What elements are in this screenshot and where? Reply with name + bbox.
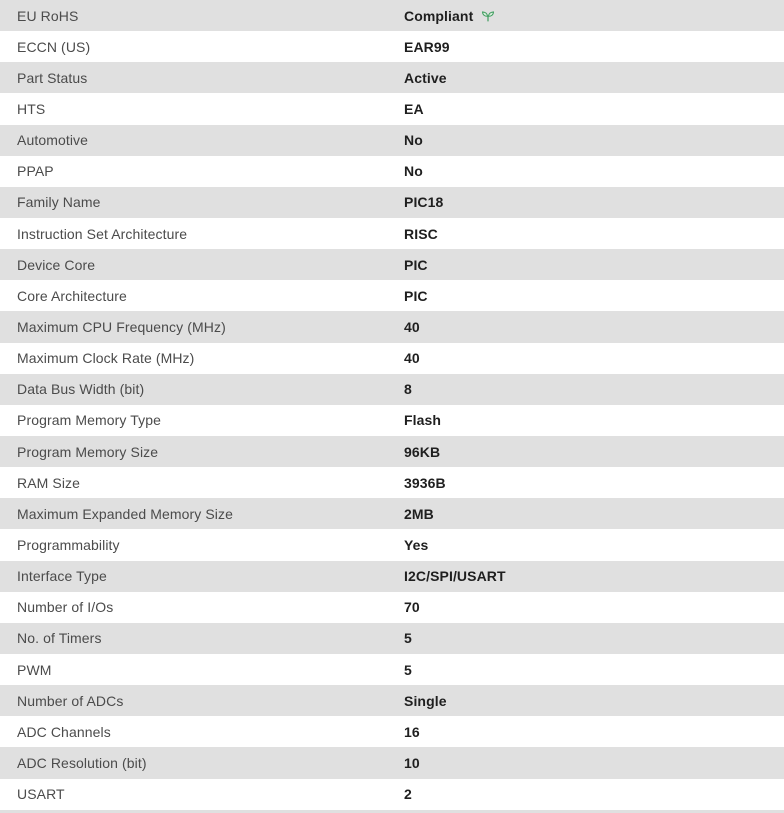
spec-value: [404, 39, 784, 55]
spec-value-text: No: [404, 132, 423, 149]
spec-value-text: PIC: [404, 287, 428, 304]
spec-value: [404, 444, 784, 460]
spec-value: [404, 537, 784, 553]
spec-label: Maximum Expanded Memory Size: [17, 505, 233, 522]
spec-value-text: Compliant: [404, 7, 474, 24]
table-row: [0, 716, 784, 747]
spec-value-text: PIC18: [404, 194, 444, 211]
spec-value-text: PIC: [404, 256, 428, 273]
table-row: [0, 436, 784, 467]
partial-next-row: [0, 810, 784, 813]
spec-value-text: 8: [404, 381, 412, 398]
spec-value-text: 70: [404, 599, 420, 616]
spec-value: [404, 8, 784, 24]
spec-value: [404, 70, 784, 86]
table-row: [0, 311, 784, 342]
spec-label: ADC Resolution (bit): [17, 754, 147, 771]
table-row: [0, 747, 784, 778]
table-row: [0, 561, 784, 592]
spec-value: [404, 693, 784, 709]
spec-value-text: 96KB: [404, 443, 441, 460]
table-row: [0, 249, 784, 280]
spec-value-text: 16: [404, 723, 420, 740]
spec-label: Program Memory Size: [17, 443, 159, 460]
spec-value: [404, 101, 784, 117]
spec-value-text: Single: [404, 692, 447, 709]
table-row: [0, 0, 784, 31]
table-row: [0, 374, 784, 405]
table-row: [0, 654, 784, 685]
spec-value-text: 5: [404, 630, 412, 647]
spec-value-text: Flash: [404, 412, 442, 429]
spec-label: Automotive: [17, 132, 89, 149]
spec-label: HTS: [17, 100, 46, 117]
spec-label: ECCN (US): [17, 38, 91, 55]
table-row: [0, 31, 784, 62]
table-row: [0, 592, 784, 623]
spec-label: ADC Channels: [17, 723, 111, 740]
spec-value: [404, 226, 784, 242]
spec-value: [404, 724, 784, 740]
spec-value-text: I2C/SPI/USART: [404, 568, 506, 585]
table-row: [0, 405, 784, 436]
spec-value-text: 40: [404, 318, 420, 335]
sprout-icon[interactable]: [481, 9, 495, 23]
spec-label: RAM Size: [17, 474, 81, 491]
table-row: [0, 156, 784, 187]
spec-value: [404, 506, 784, 522]
spec-label: Part Status: [17, 69, 88, 86]
table-row: [0, 280, 784, 311]
table-row: [0, 529, 784, 560]
table-row: [0, 467, 784, 498]
table-row: [0, 623, 784, 654]
spec-label: Interface Type: [17, 568, 107, 585]
spec-value-text: 10: [404, 754, 420, 771]
spec-value: [404, 381, 784, 397]
spec-value-text: Active: [404, 69, 447, 86]
spec-label: Number of I/Os: [17, 599, 114, 616]
spec-label: Number of ADCs: [17, 692, 124, 709]
spec-label: USART: [17, 786, 65, 803]
spec-label: Maximum Clock Rate (MHz): [17, 350, 195, 367]
spec-label: Instruction Set Architecture: [17, 225, 188, 242]
table-row: [0, 62, 784, 93]
spec-value: [404, 194, 784, 210]
spec-label: Family Name: [17, 194, 101, 211]
spec-value-text: EAR99: [404, 38, 450, 55]
spec-label: PPAP: [17, 163, 54, 180]
spec-value: [404, 350, 784, 366]
spec-label: EU RoHS: [17, 7, 79, 24]
spec-value: [404, 568, 784, 584]
spec-value-text: RISC: [404, 225, 438, 242]
spec-value-text: 5: [404, 661, 412, 678]
spec-value: [404, 288, 784, 304]
spec-value-text: Yes: [404, 536, 429, 553]
spec-value: [404, 132, 784, 148]
spec-value: [404, 786, 784, 802]
table-row: [0, 187, 784, 218]
spec-value-text: 40: [404, 350, 420, 367]
spec-label: PWM: [17, 661, 52, 678]
spec-value: [404, 662, 784, 678]
table-row: [0, 125, 784, 156]
table-row: [0, 218, 784, 249]
spec-value: [404, 599, 784, 615]
spec-value: [404, 319, 784, 335]
spec-label: Program Memory Type: [17, 412, 162, 429]
spec-value-text: EA: [404, 100, 424, 117]
table-row: [0, 93, 784, 124]
spec-label: Maximum CPU Frequency (MHz): [17, 318, 226, 335]
spec-value-text: 3936B: [404, 474, 446, 491]
table-row: [0, 498, 784, 529]
spec-value-text: 2: [404, 786, 412, 803]
spec-value: [404, 257, 784, 273]
table-row: [0, 779, 784, 810]
spec-value: [404, 475, 784, 491]
spec-label: Device Core: [17, 256, 96, 273]
spec-value-text: 2MB: [404, 505, 434, 522]
spec-label: Programmability: [17, 536, 120, 553]
spec-value: [404, 630, 784, 646]
spec-label: Core Architecture: [17, 287, 127, 304]
spec-value: [404, 755, 784, 771]
spec-label: No. of Timers: [17, 630, 102, 647]
table-row: [0, 343, 784, 374]
spec-value-text: No: [404, 163, 423, 180]
spec-value: [404, 412, 784, 428]
spec-label: Data Bus Width (bit): [17, 381, 145, 398]
table-row: [0, 685, 784, 716]
spec-value: [404, 163, 784, 179]
